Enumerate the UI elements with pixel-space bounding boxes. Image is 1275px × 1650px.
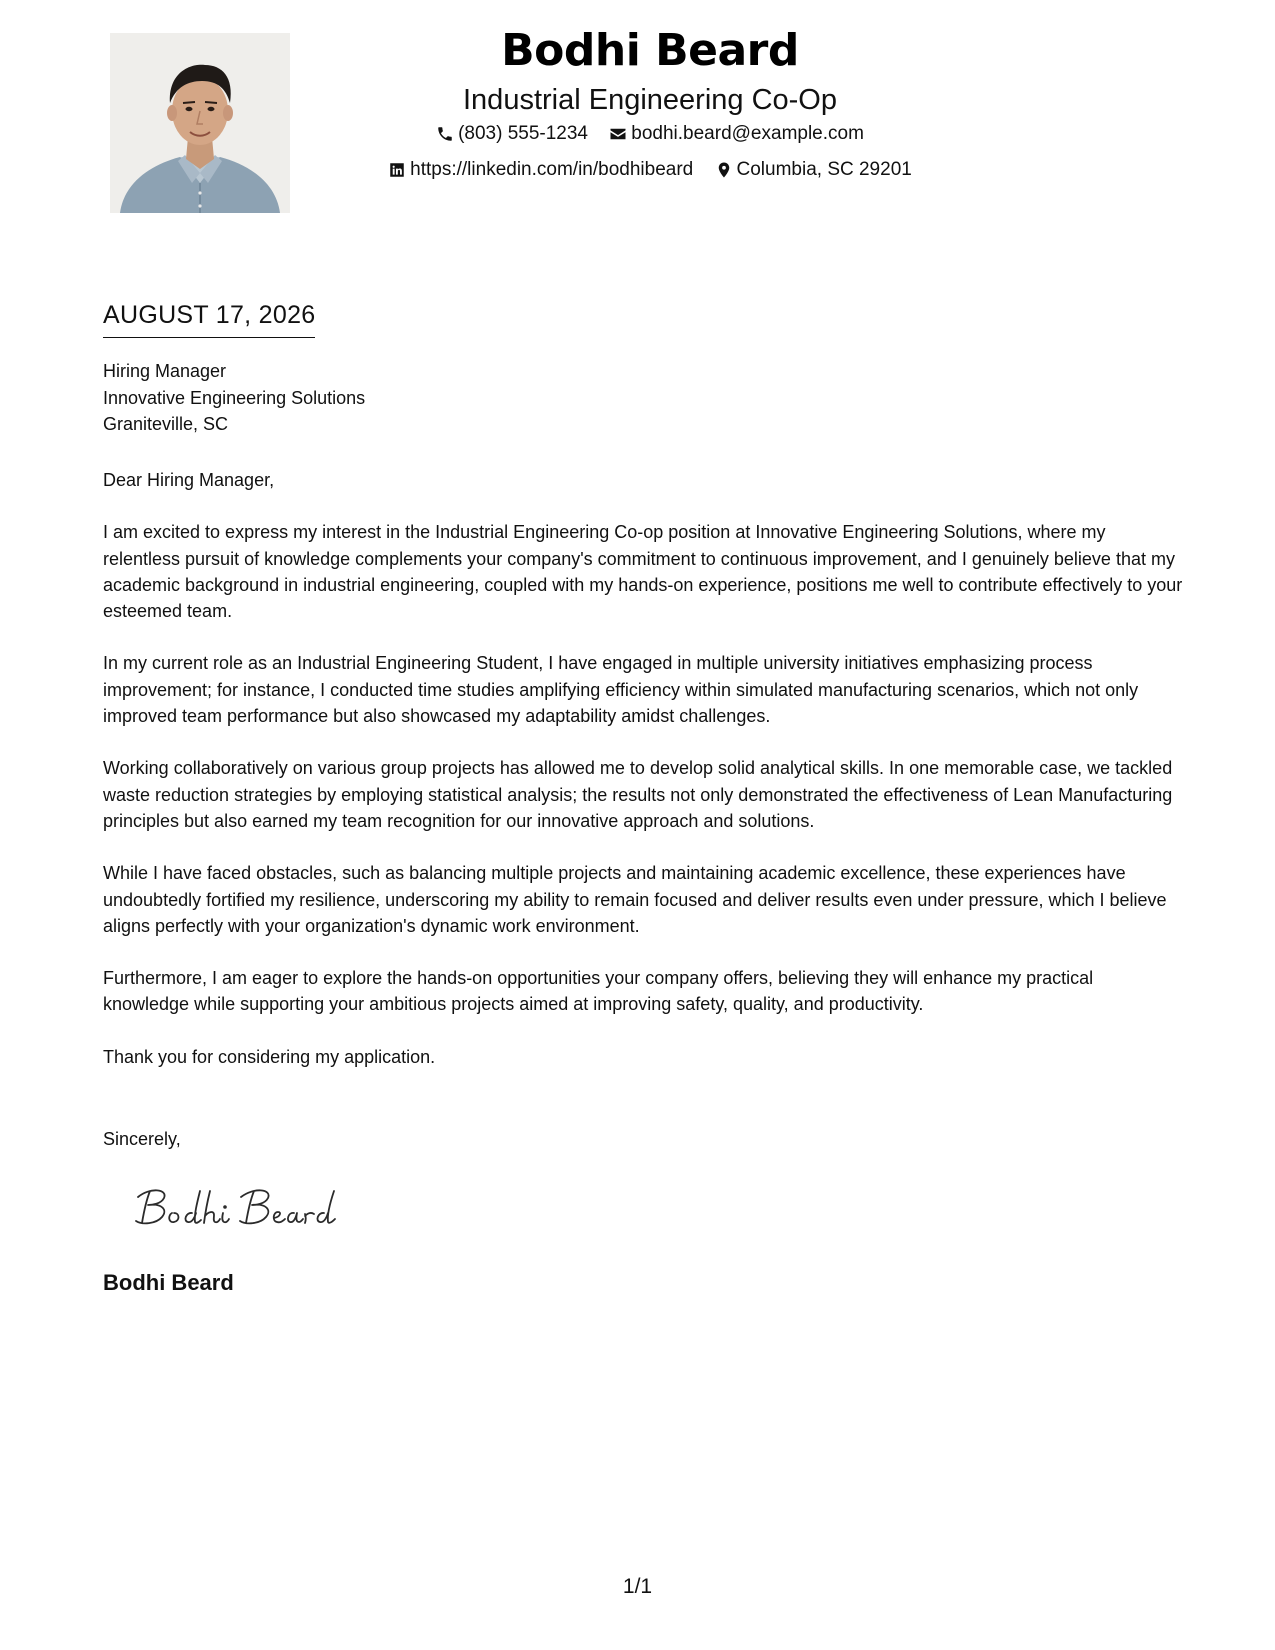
applicant-title: Industrial Engineering Co-Op (463, 84, 837, 116)
contact-phone (436, 118, 588, 150)
body-paragraph: Working collaboratively on various group projects has allowed me to develop solid analytical skills. In one memorable case, we tackled waste reduction strategies by employing statistical analysis; the results not only demonstrated the effectiveness of Lean Manufacturing principles but also earned my team recognition for our innovative approach and solutions. (103, 758, 1173, 831)
handwritten-signature (128, 1183, 348, 1235)
email-address[interactable]: bodhi.beard@example.com (631, 123, 864, 144)
page-number: 1/1 (622, 1575, 653, 1598)
body-paragraph: Furthermore, I am eager to explore the hands-on opportunities your company offers, believing they will enhance my practical knowledge while supporting your ambitious projects aimed at improving safety, quality, and productivity. (103, 968, 1094, 1015)
linkedin-url[interactable]: https://linkedin.com/in/bodhibeard (410, 159, 694, 180)
closing: Sincerely, (103, 1129, 181, 1149)
map-marker-icon (715, 161, 733, 179)
applicant-name: Bodhi Beard (501, 25, 799, 76)
phone-icon (436, 125, 454, 143)
body-paragraph: In my current role as an Industrial Engineering Student, I have engaged in multiple university initiatives emphasizing process improvement; for instance, I conducted time studies amplifying efficiency within simulated manufacturing scenarios, which not only improved team performance but also showcased my adaptability amidst challenges. (103, 653, 1139, 727)
letter-body (103, 467, 1183, 1096)
contact-line-secondary (300, 154, 1000, 190)
recipient-name: Hiring Manager (103, 361, 227, 381)
recipient-company: Innovative Engineering Solutions (103, 387, 366, 408)
recipient-block (103, 358, 365, 438)
salutation: Dear Hiring Manager, (103, 470, 275, 490)
body-paragraph: While I have faced obstacles, such as balancing multiple projects and maintaining academic excellence, these experiences have undoubtedly fortified my resilience, underscoring my ability to remain focused and deliver results even under pressure, which I believe aligns perfectly with your organization's dynamic work environment. (103, 863, 1167, 936)
linkedin-icon (388, 161, 406, 179)
profile-photo-illustration (110, 33, 290, 213)
letter-date: AUGUST 17, 2026 (103, 298, 315, 338)
letter-header (300, 20, 1000, 190)
contact-location (715, 154, 912, 186)
profile-photo (110, 33, 290, 213)
recipient-location: Graniteville, SC (103, 414, 229, 434)
body-paragraph: Thank you for considering my application. (103, 1046, 436, 1067)
location-text: Columbia, SC 29201 (736, 159, 912, 180)
body-paragraph: I am excited to express my interest in the Industrial Engineering Co-op position at Innovative Engineering Solutions, where my relentless pursuit of knowledge complements your company's commitment to continuous improvement, and I genuinely believe that my academic background in industrial engineering, coupled with my hands-on experience, positions me well to contribute effectively to your esteemed team. (103, 522, 1183, 622)
contact-email[interactable] (609, 118, 864, 150)
envelope-icon (609, 125, 627, 143)
contact-line-primary (300, 118, 1000, 154)
signer-name: Bodhi Beard (103, 1270, 234, 1295)
contact-linkedin[interactable] (388, 154, 693, 186)
phone-number: (803) 555-1234 (458, 123, 588, 144)
